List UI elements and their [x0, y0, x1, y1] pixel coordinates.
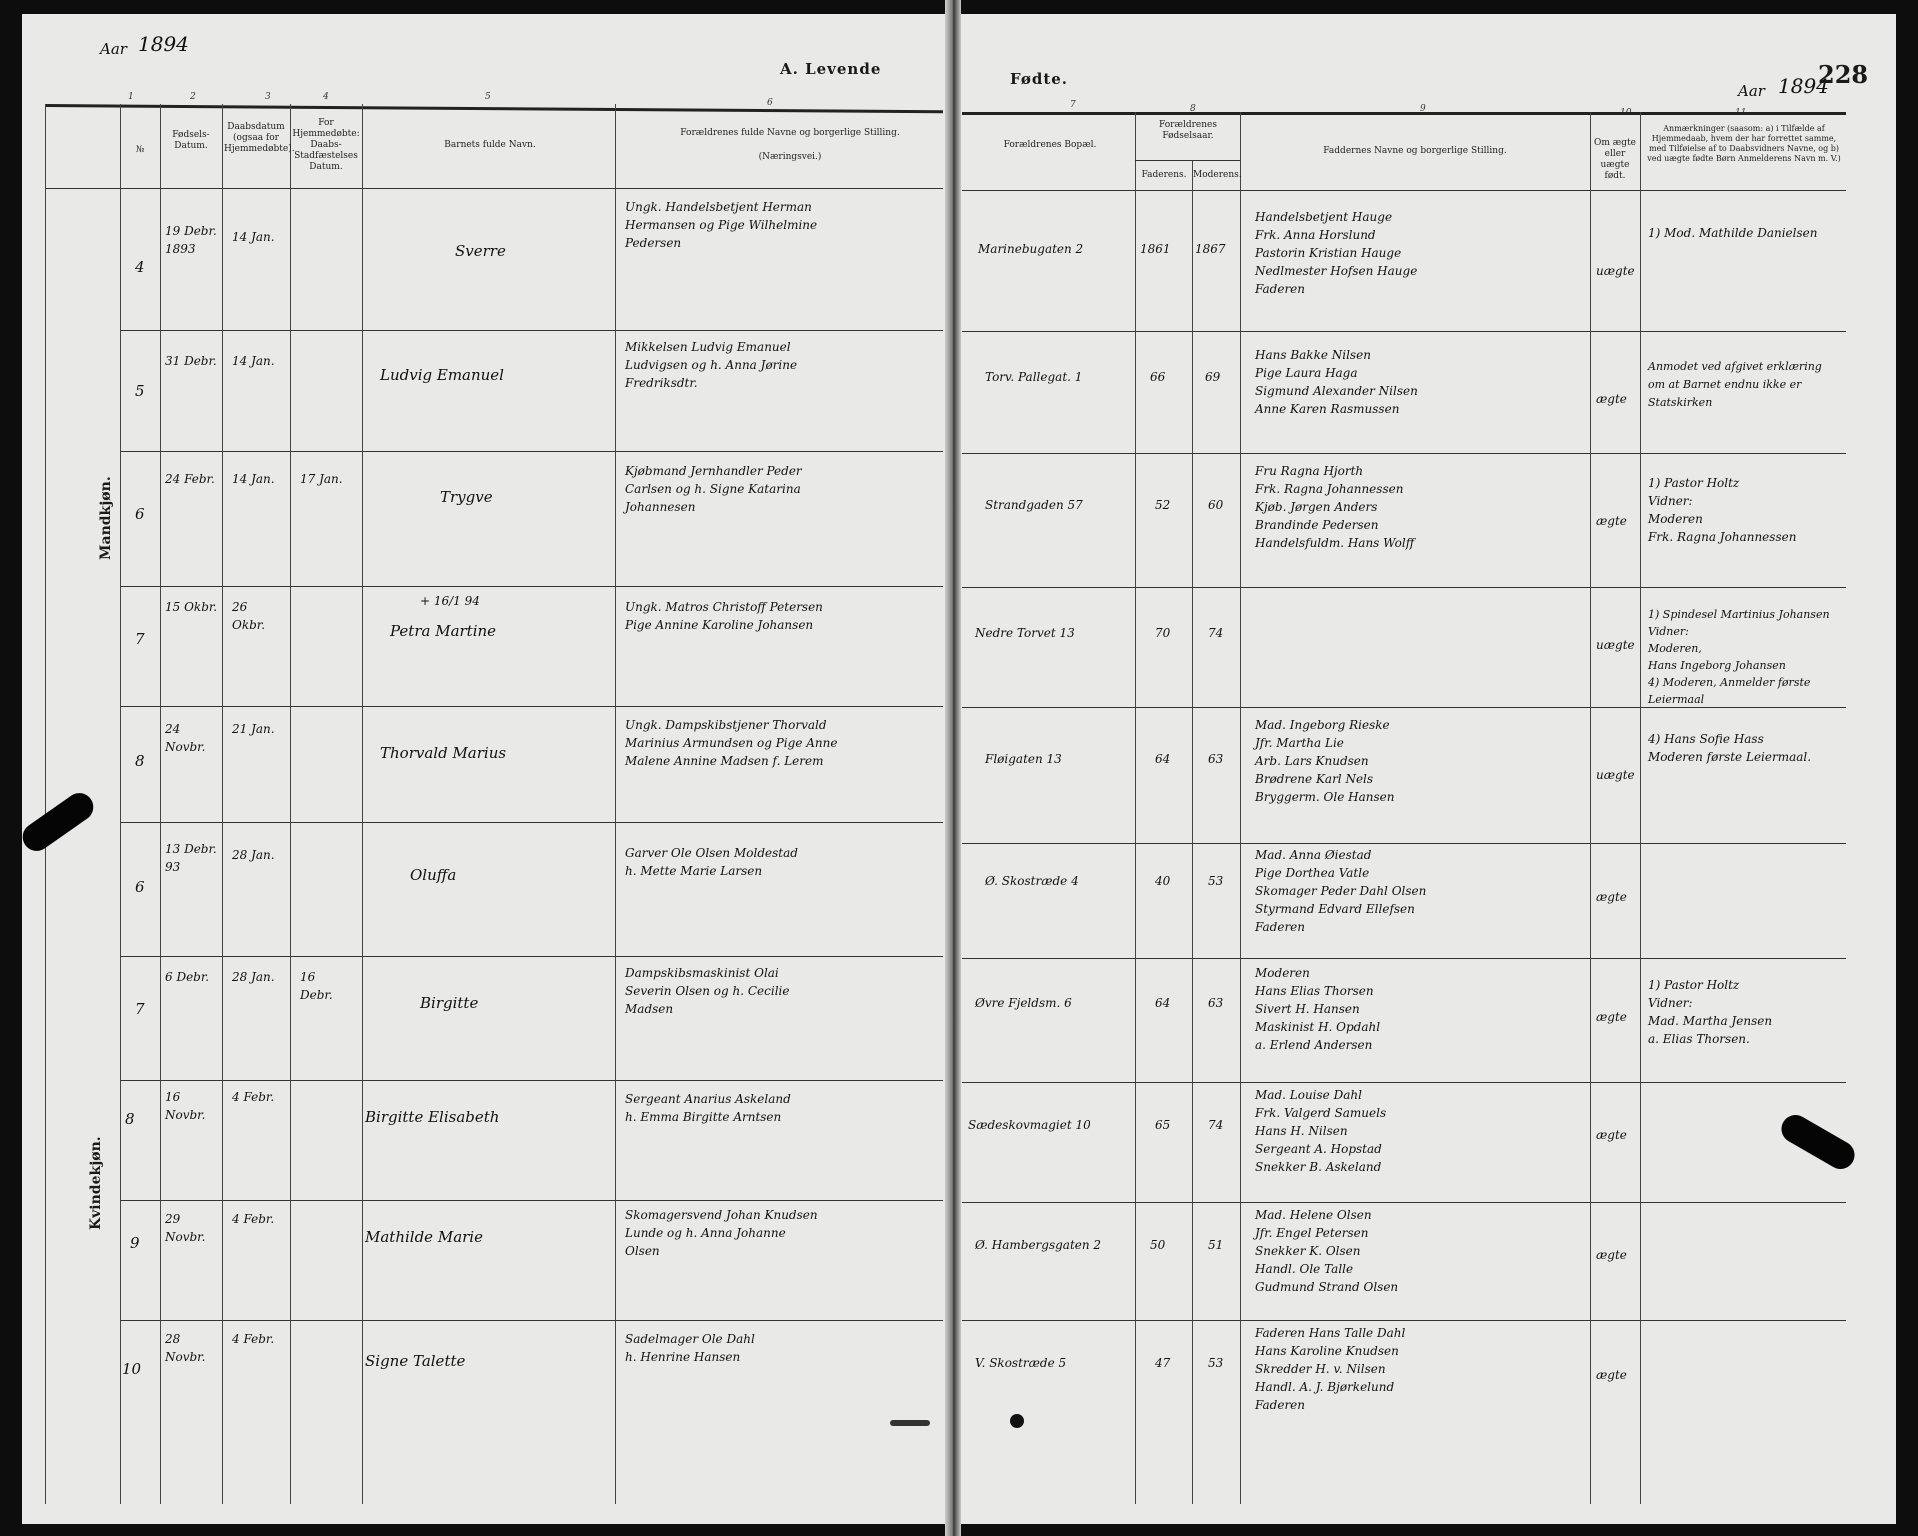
entry-child-name-note: + 16/1 94 — [420, 594, 480, 608]
ink-blot — [1010, 1414, 1024, 1428]
entry-parents: Mikkelsen Ludvig Emanuel Ludvigsen og h. Anna Jørine Fredriksdtr. — [625, 340, 798, 390]
entry-child-name: Birgitte — [420, 994, 479, 1012]
entry-child-name: Petra Martine — [390, 622, 497, 640]
entry-mother-year: 69 — [1205, 370, 1221, 384]
entry-child-name: Trygve — [440, 488, 493, 506]
col-header-home-baptized: For Hjemmedøbte: Daabs-Stadfæstelses Datum. — [292, 118, 360, 172]
entry-birth: 16 Novbr. — [165, 1090, 206, 1122]
entry-no: 7 — [135, 1000, 145, 1018]
title-right: Fødte. — [1010, 70, 1069, 88]
title-left: A. Levende — [780, 60, 882, 78]
entry-mother-year: 53 — [1208, 874, 1224, 888]
entry-residence: Marinebugaten 2 — [978, 242, 1084, 256]
entry-residence: Fløigaten 13 — [985, 752, 1062, 766]
entry-legitimacy: uægte — [1596, 264, 1635, 278]
entry-father-year: 50 — [1150, 1238, 1166, 1252]
entry-residence: Strandgaden 57 — [985, 498, 1083, 512]
entry-father-year: 40 — [1155, 874, 1171, 888]
entry-no: 8 — [125, 1110, 135, 1128]
entry-mother-year: 63 — [1208, 752, 1224, 766]
entry-parents: Ungk. Dampskibstjener Thorvald Marinius Armundsen og Pige Anne Malene Annine Madsen f. Lerem — [625, 718, 838, 768]
col-num-11: 11 — [1735, 108, 1747, 118]
entry-godparents: Mad. Anna Øiestad Pige Dorthea Vatle Skomager Peder Dahl Olsen Styrmand Edvard Ellefsen Faderen — [1255, 848, 1427, 934]
entry-legitimacy: ægte — [1596, 1368, 1627, 1382]
col-num-7: 7 — [1070, 100, 1076, 110]
entry-residence: Ø. Hambergsgaten 2 — [975, 1238, 1102, 1252]
entry-baptism: 14 Jan. — [232, 354, 275, 368]
entry-parents: Sergeant Anarius Askeland h. Emma Birgitte Arntsen — [625, 1092, 791, 1124]
entry-child-name: Ludvig Emanuel — [380, 366, 504, 384]
entry-no: 6 — [135, 878, 145, 896]
entry-mother-year: 60 — [1208, 498, 1224, 512]
col-num-9: 9 — [1420, 104, 1426, 114]
entry-father-year: 64 — [1155, 996, 1171, 1010]
entry-no: 8 — [135, 752, 145, 770]
col-header-birth-years: Forældrenes Fødselsaar. — [1159, 120, 1217, 141]
entry-legitimacy: ægte — [1596, 514, 1627, 528]
entry-birth: 24 Novbr. — [165, 722, 206, 754]
col-num-3: 3 — [265, 92, 271, 102]
entry-father-year: 64 — [1155, 752, 1171, 766]
entry-parents: Sadelmager Ole Dahl h. Henrine Hansen — [625, 1332, 755, 1364]
entry-child-name: Signe Talette — [365, 1352, 466, 1370]
page-number: 228 — [1818, 60, 1869, 89]
entry-legitimacy: uægte — [1596, 768, 1635, 782]
entry-father-year: 47 — [1155, 1356, 1171, 1370]
entry-no: 6 — [135, 505, 145, 523]
entry-home-baptized: 17 Jan. — [300, 472, 343, 486]
entry-legitimacy: ægte — [1596, 392, 1627, 406]
entry-residence: Ø. Skostræde 4 — [985, 874, 1079, 888]
entry-child-name: Oluffa — [410, 866, 457, 884]
col-header-no: № — [135, 145, 145, 155]
entry-residence: Torv. Pallegat. 1 — [985, 370, 1083, 384]
entry-mother-year: 53 — [1208, 1356, 1224, 1370]
col-num-10: 10 — [1620, 108, 1632, 118]
entry-baptism: 28 Jan. — [232, 970, 275, 984]
entry-baptism: 21 Jan. — [232, 722, 275, 736]
entry-child-name: Mathilde Marie — [365, 1228, 483, 1246]
entry-remarks: 4) Hans Sofie Hass Moderen første Leiermaal. — [1648, 732, 1812, 764]
entry-baptism: 4 Febr. — [232, 1212, 275, 1226]
entry-godparents: Handelsbetjent Hauge Frk. Anna Horslund Pastorin Kristian Hauge Nedlmester Hofsen Hauge Faderen — [1255, 210, 1418, 296]
entry-godparents: Mad. Ingeborg Rieske Jfr. Martha Lie Arb. Lars Knudsen Brødrene Karl Nels Bryggerm. Ole Hansen — [1255, 718, 1395, 804]
entry-parents: Kjøbmand Jernhandler Peder Carlsen og h. Signe Katarina Johannesen — [625, 464, 802, 514]
section-male-label: Mandkjøn. — [98, 476, 114, 560]
entry-legitimacy: uægte — [1596, 638, 1635, 652]
entry-parents: Ungk. Matros Christoff Petersen Pige Annine Karoline Johansen — [625, 600, 823, 632]
entry-father-year: 52 — [1155, 498, 1171, 512]
entry-legitimacy: ægte — [1596, 1010, 1627, 1024]
entry-no: 5 — [135, 382, 145, 400]
entry-no: 7 — [135, 630, 145, 648]
entry-parents: Skomagersvend Johan Knudsen Lunde og h. Anna Johanne Olsen — [625, 1208, 818, 1258]
col-header-child-name: Barnets fulde Navn. — [444, 140, 536, 150]
entry-birth: 19 Debr. 1893 — [165, 224, 217, 256]
entry-legitimacy: ægte — [1596, 1128, 1627, 1142]
entry-mother-year: 74 — [1208, 626, 1224, 640]
book-gutter — [945, 0, 961, 1536]
col-header-residence: Forældrenes Bopæl. — [1003, 140, 1097, 150]
entry-godparents: Mad. Helene Olsen Jfr. Engel Petersen Snekker K. Olsen Handl. Ole Talle Gudmund Strand Olsen — [1255, 1208, 1399, 1294]
col-header-parents-sub: (Næringsvei.) — [758, 152, 822, 162]
col-header-godparents: Faddernes Navne og borgerlige Stilling. — [1323, 146, 1507, 156]
entry-parents: Dampskibsmaskinist Olai Severin Olsen og h. Cecilie Madsen — [625, 966, 790, 1016]
col-header-parents: Forældrenes fulde Navne og borgerlige Stilling. — [680, 128, 900, 138]
entry-remarks: 1) Pastor Holtz Vidner: Mad. Martha Jensen a. Elias Thorsen. — [1648, 978, 1773, 1046]
entry-father-year: 1861 — [1140, 242, 1171, 256]
entry-remarks: 1) Pastor Holtz Vidner: Moderen Frk. Ragna Johannessen — [1648, 476, 1797, 544]
entry-father-year: 66 — [1150, 370, 1166, 384]
entry-baptism: 4 Febr. — [232, 1332, 275, 1346]
col-num-1: 1 — [128, 92, 134, 102]
entry-baptism: 14 Jan. — [232, 472, 275, 486]
col-header-baptism-date: Daabsdatum (ogsaa for Hjemmedøbte). — [224, 122, 295, 154]
entry-no: 4 — [135, 258, 145, 276]
entry-birth: 15 Okbr. — [165, 600, 218, 614]
entry-residence: Nedre Torvet 13 — [975, 626, 1075, 640]
entry-baptism: 26 Okbr. — [232, 600, 266, 632]
entry-baptism: 14 Jan. — [232, 230, 275, 244]
entry-godparents: Fru Ragna Hjorth Frk. Ragna Johannessen Kjøb. Jørgen Anders Brandinde Pedersen Handelsfuldm. Hans Wolff — [1255, 464, 1415, 550]
col-num-6: 6 — [767, 98, 773, 108]
col-num-5: 5 — [485, 92, 491, 102]
entry-child-name: Thorvald Marius — [380, 744, 507, 762]
entry-godparents: Faderen Hans Talle Dahl Hans Karoline Knudsen Skredder H. v. Nilsen Handl. A. J. Bjørkelund Faderen — [1255, 1326, 1406, 1412]
ink-mark — [890, 1420, 930, 1426]
year-label-right: Aar — [1738, 82, 1765, 100]
entry-parents: Ungk. Handelsbetjent Herman Hermansen og Pige Wilhelmine Pedersen — [625, 200, 818, 250]
col-header-father-year: Faderens. — [1141, 170, 1187, 180]
entry-birth: 6 Debr. — [165, 970, 210, 984]
entry-residence: Øvre Fjeldsm. 6 — [975, 996, 1072, 1010]
entry-birth: 24 Febr. — [165, 472, 215, 486]
section-female-label: Kvindekjøn. — [88, 1136, 104, 1230]
entry-birth: 31 Debr. — [165, 354, 217, 368]
entry-parents: Garver Ole Olsen Moldestad h. Mette Marie Larsen — [625, 846, 798, 878]
entry-godparents: Moderen Hans Elias Thorsen Sivert H. Hansen Maskinist H. Opdahl a. Erlend Andersen — [1255, 966, 1381, 1052]
col-header-remarks: Anmærkninger (saasom: a) i Tilfælde af Hjemmedaab, hvem der har forrettet samme, med Tilføielse af to Daabsvidners Navne, og b) ved uægte fødte Børn Anmelderens Navn m. V.) — [1647, 124, 1841, 163]
col-num-8: 8 — [1190, 104, 1196, 114]
col-num-2: 2 — [190, 92, 196, 102]
year-label-left: Aar — [100, 40, 127, 58]
entry-residence: V. Skostræde 5 — [975, 1356, 1067, 1370]
entry-father-year: 65 — [1155, 1118, 1171, 1132]
entry-mother-year: 74 — [1208, 1118, 1224, 1132]
entry-remarks: Anmodet ved afgivet erklæring om at Barnet endnu ikke er Statskirken — [1648, 360, 1822, 409]
year-right: 1894 — [1778, 74, 1829, 98]
entry-mother-year: 63 — [1208, 996, 1224, 1010]
entry-child-name: Sverre — [455, 242, 506, 260]
entry-baptism: 4 Febr. — [232, 1090, 275, 1104]
entry-legitimacy: ægte — [1596, 890, 1627, 904]
entry-baptism: 28 Jan. — [232, 848, 275, 862]
entry-remarks: 1) Spindesel Martinius Johansen Vidner: Moderen, Hans Ingeborg Johansen 4) Moderen, Anmelder første Leiermaal — [1648, 608, 1830, 706]
entry-mother-year: 51 — [1208, 1238, 1224, 1252]
entry-mother-year: 1867 — [1195, 242, 1226, 256]
entry-birth: 29 Novbr. — [165, 1212, 206, 1244]
entry-godparents: Hans Bakke Nilsen Pige Laura Haga Sigmund Alexander Nilsen Anne Karen Rasmussen — [1255, 348, 1418, 416]
col-header-legitimacy: Om ægte eller uægte født. — [1594, 138, 1636, 181]
col-header-birth-date: Fødsels-Datum. — [172, 130, 210, 151]
entry-no: 9 — [130, 1234, 140, 1252]
col-header-mother-year: Moderens. — [1193, 170, 1242, 180]
col-num-4: 4 — [323, 92, 329, 102]
entry-birth: 13 Debr. 93 — [165, 842, 217, 874]
entry-remarks: 1) Mod. Mathilde Danielsen — [1648, 226, 1818, 240]
entry-birth: 28 Novbr. — [165, 1332, 206, 1364]
entry-father-year: 70 — [1155, 626, 1171, 640]
entry-legitimacy: ægte — [1596, 1248, 1627, 1262]
entry-no: 10 — [122, 1360, 142, 1378]
year-left: 1894 — [138, 32, 189, 56]
entry-godparents: Mad. Louise Dahl Frk. Valgerd Samuels Hans H. Nilsen Sergeant A. Hopstad Snekker B. Askeland — [1255, 1088, 1387, 1174]
entry-child-name: Birgitte Elisabeth — [365, 1108, 500, 1126]
entry-home-baptized: 16 Debr. — [300, 970, 333, 1002]
entry-residence: Sædeskovmagiet 10 — [968, 1118, 1091, 1132]
